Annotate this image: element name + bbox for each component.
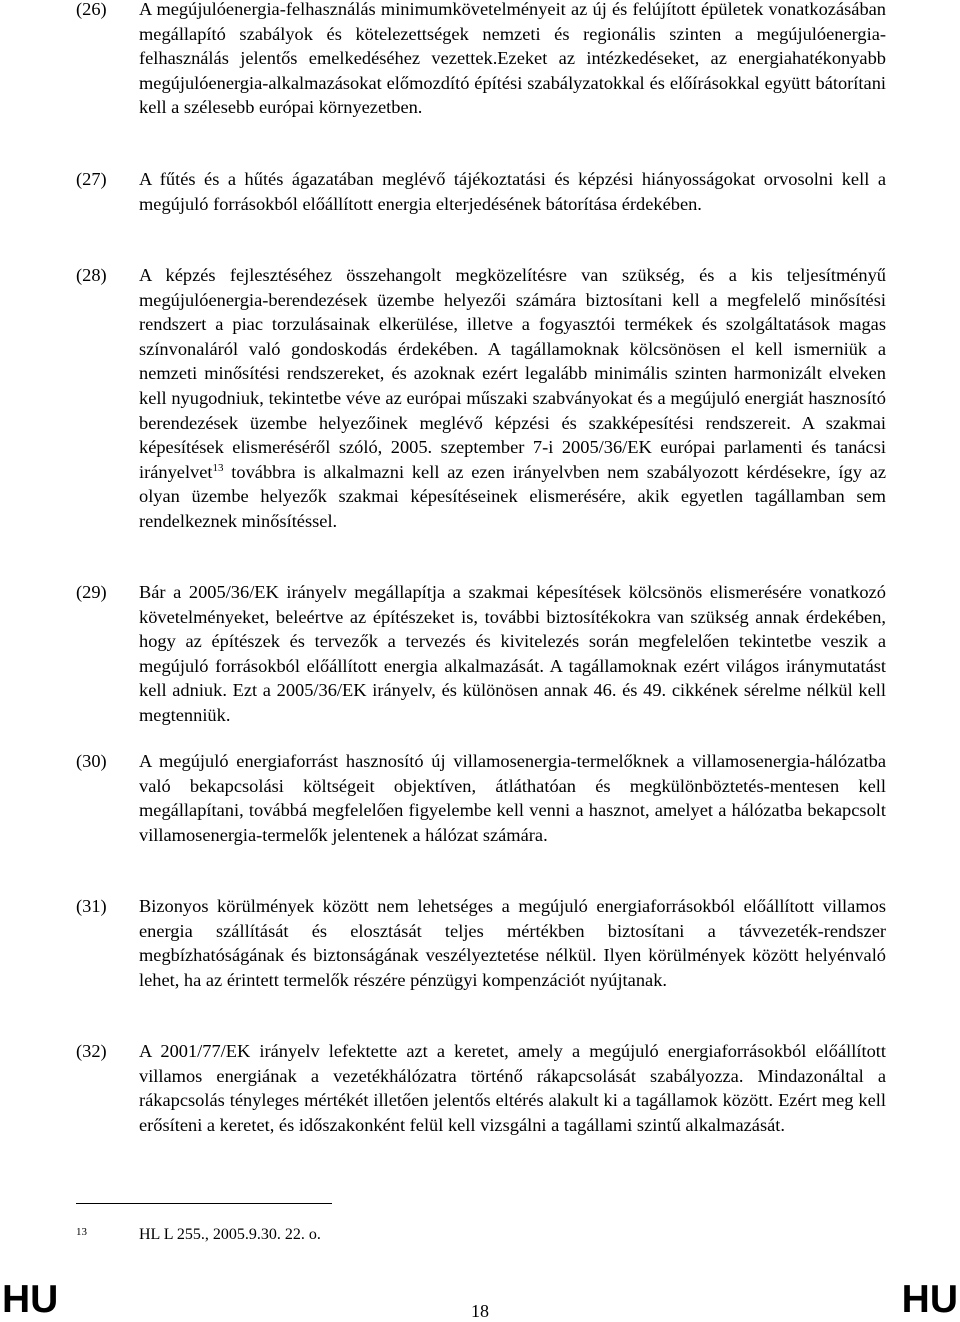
recital-number: (26) <box>76 0 107 19</box>
recital-text: Bár a 2005/36/EK irányelv megállapítja a szakmai képesítések kölcsönös elismerésére vonatkozó követelményeket, beleértve az építészeket is, további biztosítékokra van szükség annak érdekében, hogy az építészek és tervezők a tervezés és kivitelezés során megfelelően tekintetbe veszik a megújuló forrásokból előállított energia alkalmazását. A tagállamoknak ezért világos iránymutatást kell adniuk. Ezt a 2005/36/EK irányelv, és különösen annak 46. és 49. cikkének sérelme nélkül kell megtenniük. <box>139 582 886 725</box>
recital-text: Bizonyos körülmények között nem lehetséges a megújuló energiaforrásokból előállított villamos energia szállítását és elosztását teljes mértékben biztosítani a távvezeték-rendszer megbízhatóságának és biztonságának veszélyeztetése nélkül. Ilyen körülmények között helyénvaló lehet, ha az érintett termelők részére pénzügyi kompenzációt nyújtanak. <box>139 896 886 990</box>
language-code-right: HU <box>901 1278 958 1321</box>
recital-text-part-2: továbbra is alkalmazni kell az ezen irányelvben nem szabályozott kérdésekre, így az olyan üzembe helyezők szakmai képesítéseinek elismerésére, akik egyetlen tagállamban sem rendelkeznek minősítéssel. <box>139 461 886 531</box>
recital-text: A megújulóenergia-felhasználás minimumkövetelményeit az új és felújított épületek vonatkozásában megállapító szabályok és kötelezettségek nemzeti és regionális szinten a megújulóenergia-felhasználás jelentős emelkedéséhez vezettek.Ezeket az intézkedéseket, az energiahatékonyabb megújulóenergia-alkalmazásokat előmozdító építési szabályzatokkal és előírásokkal együtt bátorítani kell a szélesebb európai környezetben. <box>139 0 886 118</box>
recital-27 <box>76 167 886 216</box>
recital-text <box>139 263 886 534</box>
page-number: 18 <box>471 1301 489 1321</box>
footnote-divider <box>76 1203 332 1204</box>
recital-28 <box>76 263 886 534</box>
footnote-text: HL L 255., 2005.9.30. 22. o. <box>139 1226 321 1243</box>
recital-text-part-1: A képzés fejlesztéséhez összehangolt megközelítésre van szükség, és a kis teljesítményű megújulóenergia-berendezések üzembe helyezői számára biztosítani kell a megfelelő minősítési rendszert a piac torzulásainak elkerülése, illetve a fogyasztói termékek és szolgáltatások magas színvonaláról való gondoskodás érdekében. A tagállamoknak kölcsönösen el kell ismerniük a nemzeti minősítési rendszereket, és azoknak ezért legalább minimális szinten harmonizált elveken kell nyugodniuk, tekintetbe véve az európai műszaki szabványokat és a megújuló energiát hasznosító berendezések üzembe helyezőinek meglévő képzési és szakképesítési rendszereit. A szakmai képesítések elismeréséről szóló, 2005. szeptember 7-i 2005/36/EK európai parlamenti és tanácsi irányelvet <box>139 265 886 482</box>
recital-text: A fűtés és a hűtés ágazatában meglévő tájékoztatási és képzési hiányosságokat orvosolni kell a megújuló forrásokból előállított energia elterjedésének bátorítása érdekében. <box>139 169 886 214</box>
footnote <box>76 1224 676 1246</box>
recital-32 <box>76 1039 886 1137</box>
recital-text: A megújuló energiaforrást hasznosító új villamosenergia-termelőknek a villamosenergia-hálózatba való bekapcsolási költségeit objektíven, átláthatóan és megkülönböztetés-mentesen kell megállapítani, továbbá megfelelően figyelembe kell venni a hasznot, amelyet a hálózatba bekapcsolt villamosenergia-termelők jelentenek a hálózat számára. <box>139 751 886 845</box>
recital-26 <box>76 0 886 120</box>
footnote-reference[interactable]: 13 <box>212 461 224 474</box>
language-code-left: HU <box>2 1278 59 1321</box>
recital-number: (32) <box>76 1041 107 1061</box>
recital-number: (31) <box>76 896 107 916</box>
footnote-number: 13 <box>76 1226 87 1238</box>
recital-number: (27) <box>76 169 107 189</box>
recital-30 <box>76 749 886 847</box>
recital-29 <box>76 580 886 728</box>
recital-number: (29) <box>76 582 107 602</box>
recital-number: (28) <box>76 265 107 285</box>
recital-number: (30) <box>76 751 107 771</box>
recital-text: A 2001/77/EK irányelv lefektette azt a keretet, amely a megújuló energiaforrásokból előállított villamos energiának a vezetékhálózatra történő rákapcsolását szabályozza. Mindazonáltal a rákapcsolás tényleges mértékét illetően jelentős eltérés alakult ki a tagállamok között. Ezért meg kell erősíteni a keretet, és időszakonként felül kell vizsgálni a tagállami szintű alkalmazását. <box>139 1041 886 1135</box>
recital-31 <box>76 894 886 992</box>
